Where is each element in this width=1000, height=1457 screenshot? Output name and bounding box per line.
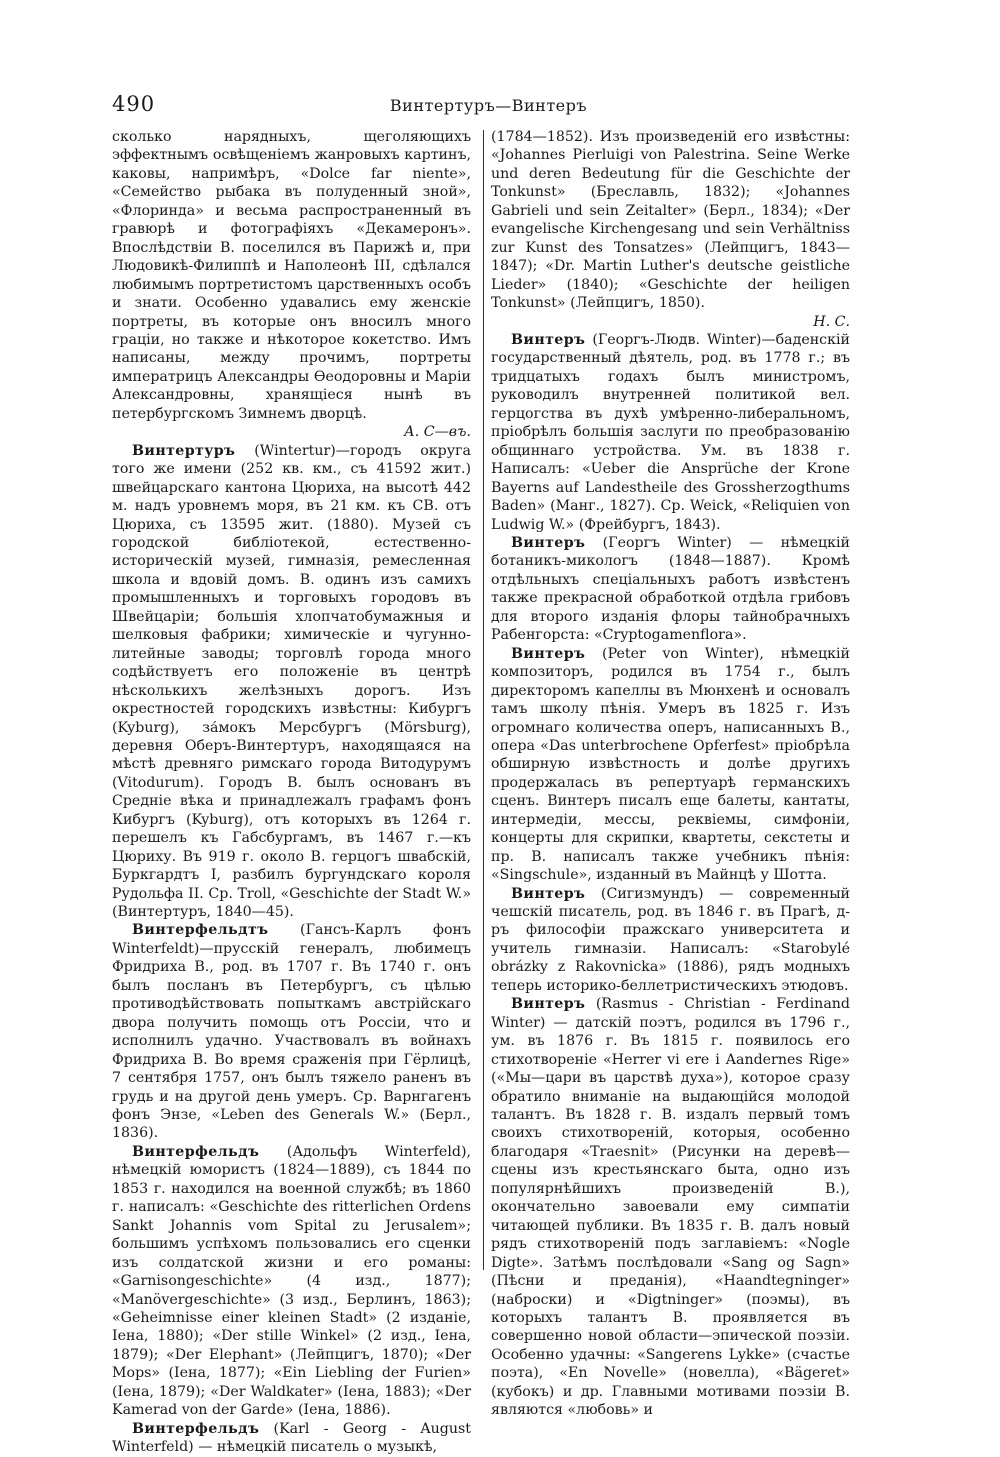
entry-winter-georg	[491, 534, 850, 645]
entry-winter-georg-ludwig	[491, 331, 850, 534]
entry-headword: Винтерфельдтъ	[132, 922, 269, 939]
entry-text: (Гансъ-Карлъ фонъ Winterfeldt)—прусскій генералъ, любимецъ Фридриха В., род. въ 1707 г. Въ 1740 г. онъ былъ посланъ въ Петербургъ, съ цѣлью противодѣйствовать попыткамъ австрійскаго двора получить помощь отъ Россіи, что и исполнилъ удачно. Участвовалъ въ войнахъ Фридриха В. Во время сраженія при Гёрлицѣ, 7 сентября 1757, онъ былъ тяжело раненъ въ грудь и на другой день умеръ. Ср. Варнгагенъ фонъ Энзе, «Leben des Generals W.» (Берл., 1836).	[112, 922, 471, 1142]
entry-headword: Винтерфельдъ	[132, 1143, 260, 1160]
entry-text: (Георгъ-Людв. Winter)—баденскій государственный дѣятель, род. въ 1778 г.; въ тридцатыхъ годахъ былъ министромъ, руководилъ внутренней политикой вел. герцогства въ духѣ умѣренно-либеральномъ, пріобрѣлъ большія заслуги по преобразованію общиннаго устройства. Ум. въ 1838 г. Написалъ: «Ueber die Ansprüche der Krone Bayerns auf Landestheile des Grossherzogthums Baden» (Манг., 1827). Ср. Weick, «Reliquien von Ludwig W.» (Фрейбургъ, 1843).	[491, 331, 850, 533]
entry-text: (Karl - Georg - August Winterfeld) — нѣмецкій писатель о музыкѣ,	[112, 1420, 471, 1456]
running-head: Винтертуръ—Винтеръ	[389, 96, 588, 115]
entry-text: (Георгъ Winter) — нѣмецкій ботаникъ-микологъ (1848—1887). Кромѣ отдѣльныхъ спеціальныхъ работъ извѣстенъ также прекрасной обработкой отдѣла грибовъ для второго изданія флоры тайнобрачныхъ Рабенгорста: «Cryptogamenflora».	[491, 534, 850, 644]
continued-paragraph: сколько нарядныхъ, щеголяющихъ эффектнымъ освѣщеніемъ жанровыхъ картинъ, каковы, напримѣръ, «Dolce far niente», «Семейство рыбака въ полуденный зной», «Флоринда» и весьма распространенный въ гравюрѣ и фотографіяхъ «Декамеронъ». Впослѣдствіи В. поселился въ Парижѣ и, при Людовикѣ-Филиппѣ и Наполеонѣ III, сдѣлался любимымъ портретистомъ царственныхъ особъ и знати. Особенно удавались ему женскіе портреты, въ которые онъ вносилъ много граціи, но также и нѣкоторое кокетство. Имъ написаны, между прочимъ, портреты императрицъ Александры Ѳеодоровны и Маріи Александровны, хранящіеся нынѣ въ петербургскомъ Зимнемъ дворцѣ.	[112, 129, 471, 422]
entry-text: (Адольфъ Winterfeld), нѣмецкій юмористъ (1824—1889), съ 1844 по 1853 г. находился на военной службѣ; въ 1860 г. написалъ: «Geschichte des ritterlichen Ordens Sankt Johannis vom Spital zu Jerusalem»; большимъ успѣхомъ пользовались его сценки изъ солдатской жизни и его романы: «Garnisongeschichte» (4 изд., 1877); «Manövergeschichte» (3 изд., Берлинъ, 1863); «Geheimnisse einer kleinen Stadt» (2 изданіе, Іена, 1880); «Der stille Winkel» (2 изд., Іена, 1879); «Der Elephant» (Лейпцигъ, 1870); «Der Mops» (Іена, 1877); «Ein Liebling der Furien» (Іена, 1879); «Der Waldkater» (Іена, 1883); «Der Kamerad von der Garde» (Іена, 1886).	[112, 1143, 471, 1419]
author-signature: А. С—въ.	[403, 424, 471, 441]
left-column	[112, 128, 471, 1457]
page-header	[112, 92, 865, 122]
entry-winter-rasmus	[491, 995, 850, 1419]
entry-text: (Peter von Winter), нѣмецкій композиторъ, родился въ 1754 г., былъ директоромъ капеллы въ Мюнхенѣ и основалъ тамъ школу пѣнія. Умеръ въ 1825 г. Изъ огромнаго количества оперъ, написанныхъ В., опера «Das unterbrochene Opferfest» пріобрѣла обширную извѣстность и долѣе другихъ продержалась въ репертуарѣ германскихъ сценъ. Винтеръ писалъ еще балеты, кантаты, интермедіи, мессы, реквіемы, симфоніи, концерты для скрипки, квартеты, секстеты и пр. В. написалъ также учебникъ пѣнія: «Singschule», изданный въ Майнцѣ у Шотта.	[491, 645, 850, 884]
entry-headword: Винтеръ	[511, 885, 586, 902]
entry-text: (Сигизмундъ) — современный чешскій писатель, род. въ 1846 г. въ Прагѣ, д-ръ философіи пражскаго университета и учитель гимназіи. Написалъ: «Starobylé obrázky z Rakovnicka» (1886), рядъ модныхъ теперь историко-беллетристическихъ этюдовъ.	[491, 885, 850, 994]
entry-headword: Винтеръ	[511, 331, 586, 348]
entry-headword: Винтертуръ	[132, 442, 236, 459]
entry-text: (Rasmus - Christian - Ferdinand Winter) — датскій поэтъ, родился въ 1796 г., ум. въ 1876 г. Въ 1815 г. появилось его стихотвореніе «Herrer vi ere i Aandernes Rige» («Мы—цари въ царствѣ духа»), которое сразу обратило вниманіе на выдающійся молодой талантъ. Въ 1828 г. В. издалъ первый томъ своихъ стихотвореній, которыя, особенно благодаря «Traesnit» (Рисунки на деревѣ—сцены изъ крестьянскаго быта, одно изъ популярнѣйшихъ произведеній В.), окончательно завоевали ему симпатіи читающей публики. Въ 1835 г. В. далъ новый рядъ стихотвореній подъ заглавіемъ: «Nogle Digte». Затѣмъ послѣдовали «Sang og Sagn» (Пѣсни и преданія), «Haandtegninger» (наброски) и «Digtninger» (поэмы), въ которыхъ талантъ В. проявляется въ совершенно новой области—эпической поэзіи. Особенно удачны: «Sangerens Lykke» (счастье поэта), «En Novelle» (новелла), «Bägeret» (кубокъ) и др. Главными мотивами поэзіи В. являются «любовь» и	[491, 996, 850, 1419]
entry-winter-sigismund	[491, 885, 850, 996]
right-column	[491, 128, 850, 1420]
continued-paragraph: (1784—1852). Изъ произведеній его извѣстны: «Johannes Pierluigi von Palestrina. Seine Werke und deren Bedeutung für die Geschichte der Tonkunst» (Бреславль, 1832); «Johannes Gabrieli und sein Zeitalter» (Берл., 1834); «Der evangelische Kirchengesang und sein Verhältniss zur Kunst des Tonsatzes» (Лейпцигъ, 1843—1847); «Dr. Martin Luther's deutsche geistliche Lieder» (1840); «Geschichte der heiligen Tonkunst» (Лейпцигъ, 1850).	[491, 129, 850, 312]
author-signature: Н. С.	[813, 313, 850, 330]
entry-headword: Винтеръ	[511, 645, 586, 662]
page-number: 490	[112, 92, 156, 116]
entry-winterfeld-karl-georg-august	[112, 1420, 471, 1457]
entry-winterthur	[112, 442, 471, 922]
entry-headword: Винтеръ	[511, 996, 586, 1013]
entry-winterfeldt-hans-karl	[112, 921, 471, 1142]
entry-headword: Винтеръ	[511, 534, 586, 551]
column-divider	[483, 130, 484, 1270]
entry-text: (Wintertur)—городъ округа того же имени (252 кв. км., съ 41592 жит.) швейцарскаго кантона Цюриха, на высотѣ 442 м. надъ уровнемъ моря, въ 21 км. къ СВ. отъ Цюриха, съ 13595 жит. (1880). Музей съ городской библіотекой, естественно-историческій музей, гимназія, ремесленная школа и вдовій домъ. В. одинъ изъ самихъ промышленныхъ и торговыхъ городовъ въ Швейцаріи; большія хлопчатобумажныя и шелковыя фабрики; химическіе и чугунно-литейные заводы; торговлѣ города много содѣйствуетъ его положеніе въ центрѣ нѣсколькихъ желѣзныхъ дорогъ. Изъ окрестностей городскихъ извѣстны: Кибургъ (Kyburg), за́мокъ Мерсбургъ (Mörsburg), деревня Оберъ-Винтертуръ, находящаяся на мѣстѣ древняго римскаго города Витодурумъ (Vitodurum). Городъ В. былъ основанъ въ Средніе вѣка и принадлежалъ графамъ фонъ Кибургъ (Kyburg), отъ которыхъ въ 1264 г. перешелъ къ Габсбургамъ, въ 1467 г.—къ Цюриху. Въ 919 г. около В. герцогъ швабскій, Буркгардтъ I, разбилъ бургундскаго короля Рудольфа II. Ср. Troll, «Geschichte der Stadt W.» (Винтертуръ, 1840—45).	[112, 442, 471, 921]
entry-winter-peter	[491, 645, 850, 885]
entry-winterfeld-adolf	[112, 1143, 471, 1420]
entry-headword: Винтерфельдъ	[132, 1420, 260, 1437]
